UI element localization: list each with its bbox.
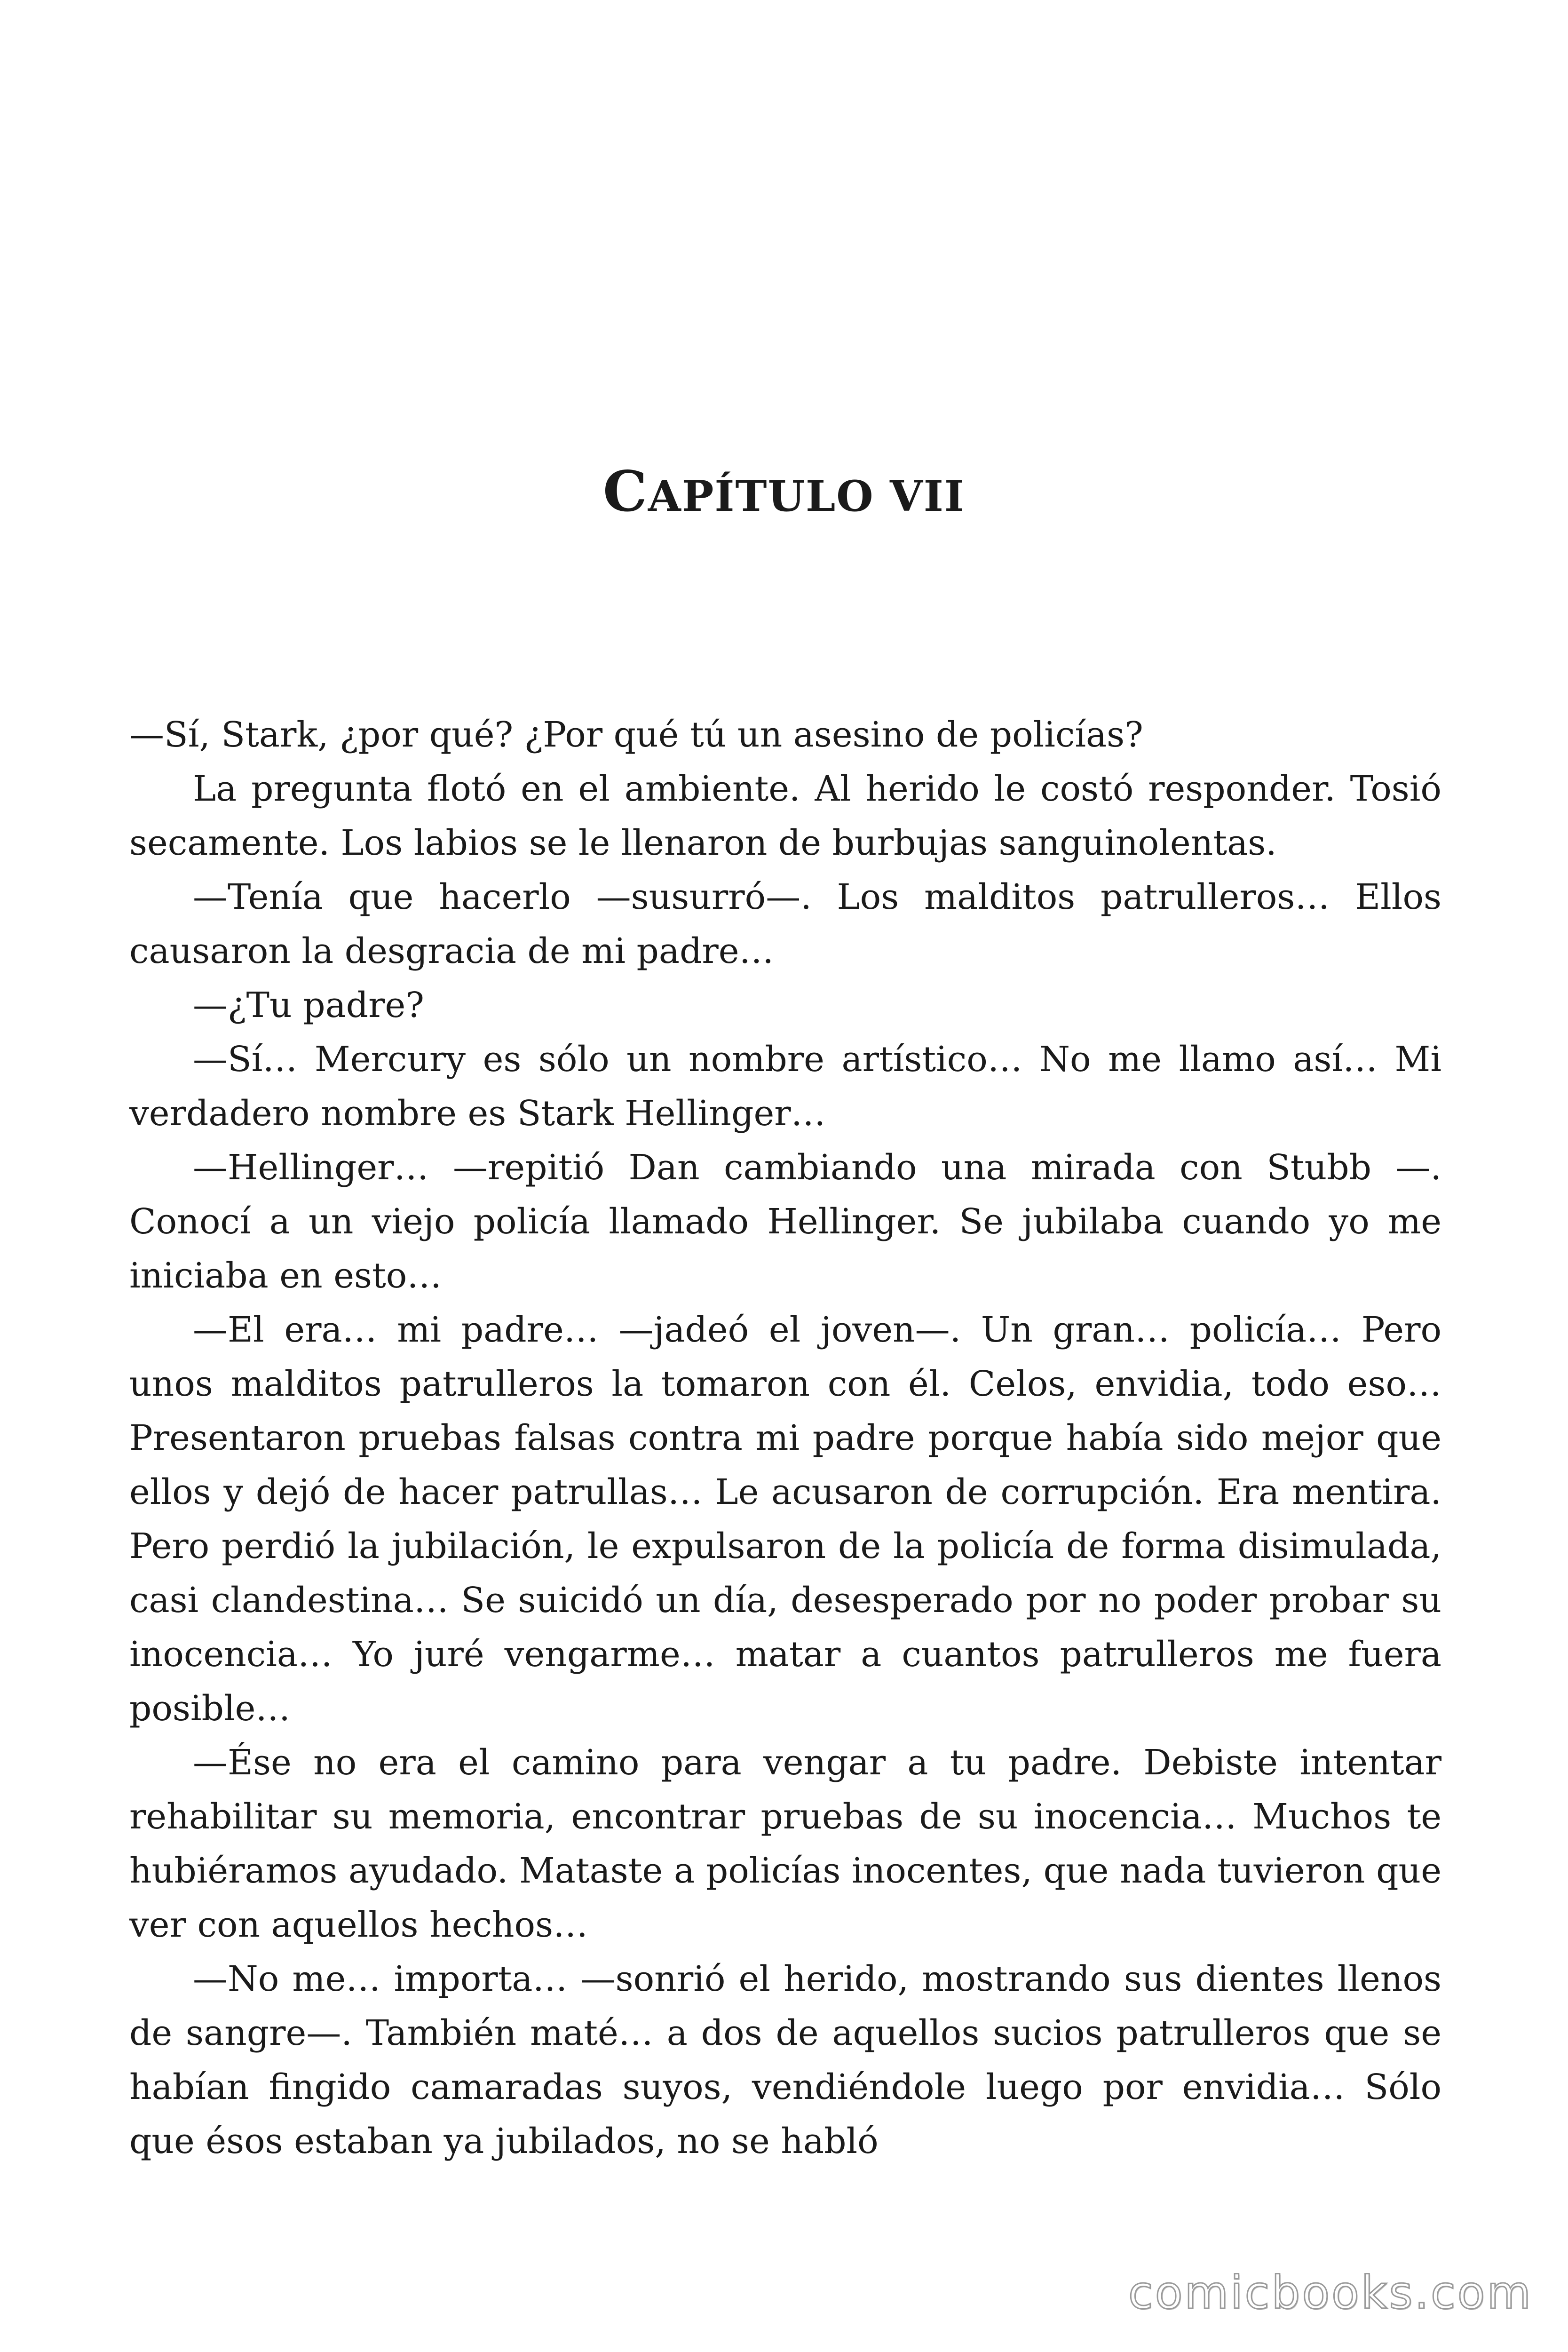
paragraph: La pregunta flotó en el ambiente. Al herido le costó responder. Tosió secamente. Los labios se le llenaron de burbujas sanguinolentas. (129, 769, 1441, 863)
watermark: comicbooks.com (1128, 2266, 1533, 2319)
paragraph: —Sí… Mercury es sólo un nombre artístico… No me llamo así… Mi verdadero nombre es Stark Hellinger… (129, 1039, 1441, 1134)
paragraph: —Tenía que hacerlo —susurró—. Los malditos patrulleros… Ellos causaron la desgracia de mi padre… (129, 877, 1441, 971)
paragraph: —¿Tu padre? (193, 985, 424, 1025)
chapter-title (0, 459, 1568, 524)
paragraph: —Hellinger… —repitió Dan cambiando una mirada con Stubb —. Conocí a un viejo policía llamado Hellinger. Se jubilaba cuando yo me iniciaba en esto… (129, 1147, 1441, 1296)
paragraph: —No me… importa… —sonrió el herido, mostrando sus dientes llenos de sangre—. También maté… a dos de aquellos sucios patrulleros que se habían fingido camaradas suyos, vendiéndole luego por envidia… Sólo que ésos estaban ya jubilados, no se habló (129, 1959, 1441, 2161)
chapter-title-rest: APÍTULO VII (648, 471, 966, 521)
paragraph: —El era… mi padre… —jadeó el joven—. Un gran… policía… Pero unos malditos patrulleros la tomaron con él. Celos, envidia, todo eso… Presentaron pruebas falsas contra mi padre porque había sido mejor que ellos y dejó de hacer patrullas… Le acusaron de corrupción. Era mentira. Pero perdió la jubilación, le expulsaron de la policía de forma disimulada, casi clandestina… Se suicidó un día, desesperado por no poder probar su inocencia… Yo juré vengarme… matar a cuantos patrulleros me fuera posible… (129, 1310, 1441, 1729)
paragraph: —Ése no era el camino para vengar a tu padre. Debiste intentar rehabilitar su memoria, encontrar pruebas de su inocencia… Muchos te hubiéramos ayudado. Mataste a policías inocentes, que nada tuvieron que ver con aquellos hechos… (129, 1742, 1441, 1945)
chapter-title-initial: C (602, 459, 648, 524)
paragraph: —Sí, Stark, ¿por qué? ¿Por qué tú un asesino de policías? (129, 715, 1143, 755)
chapter-body (129, 708, 1441, 2169)
